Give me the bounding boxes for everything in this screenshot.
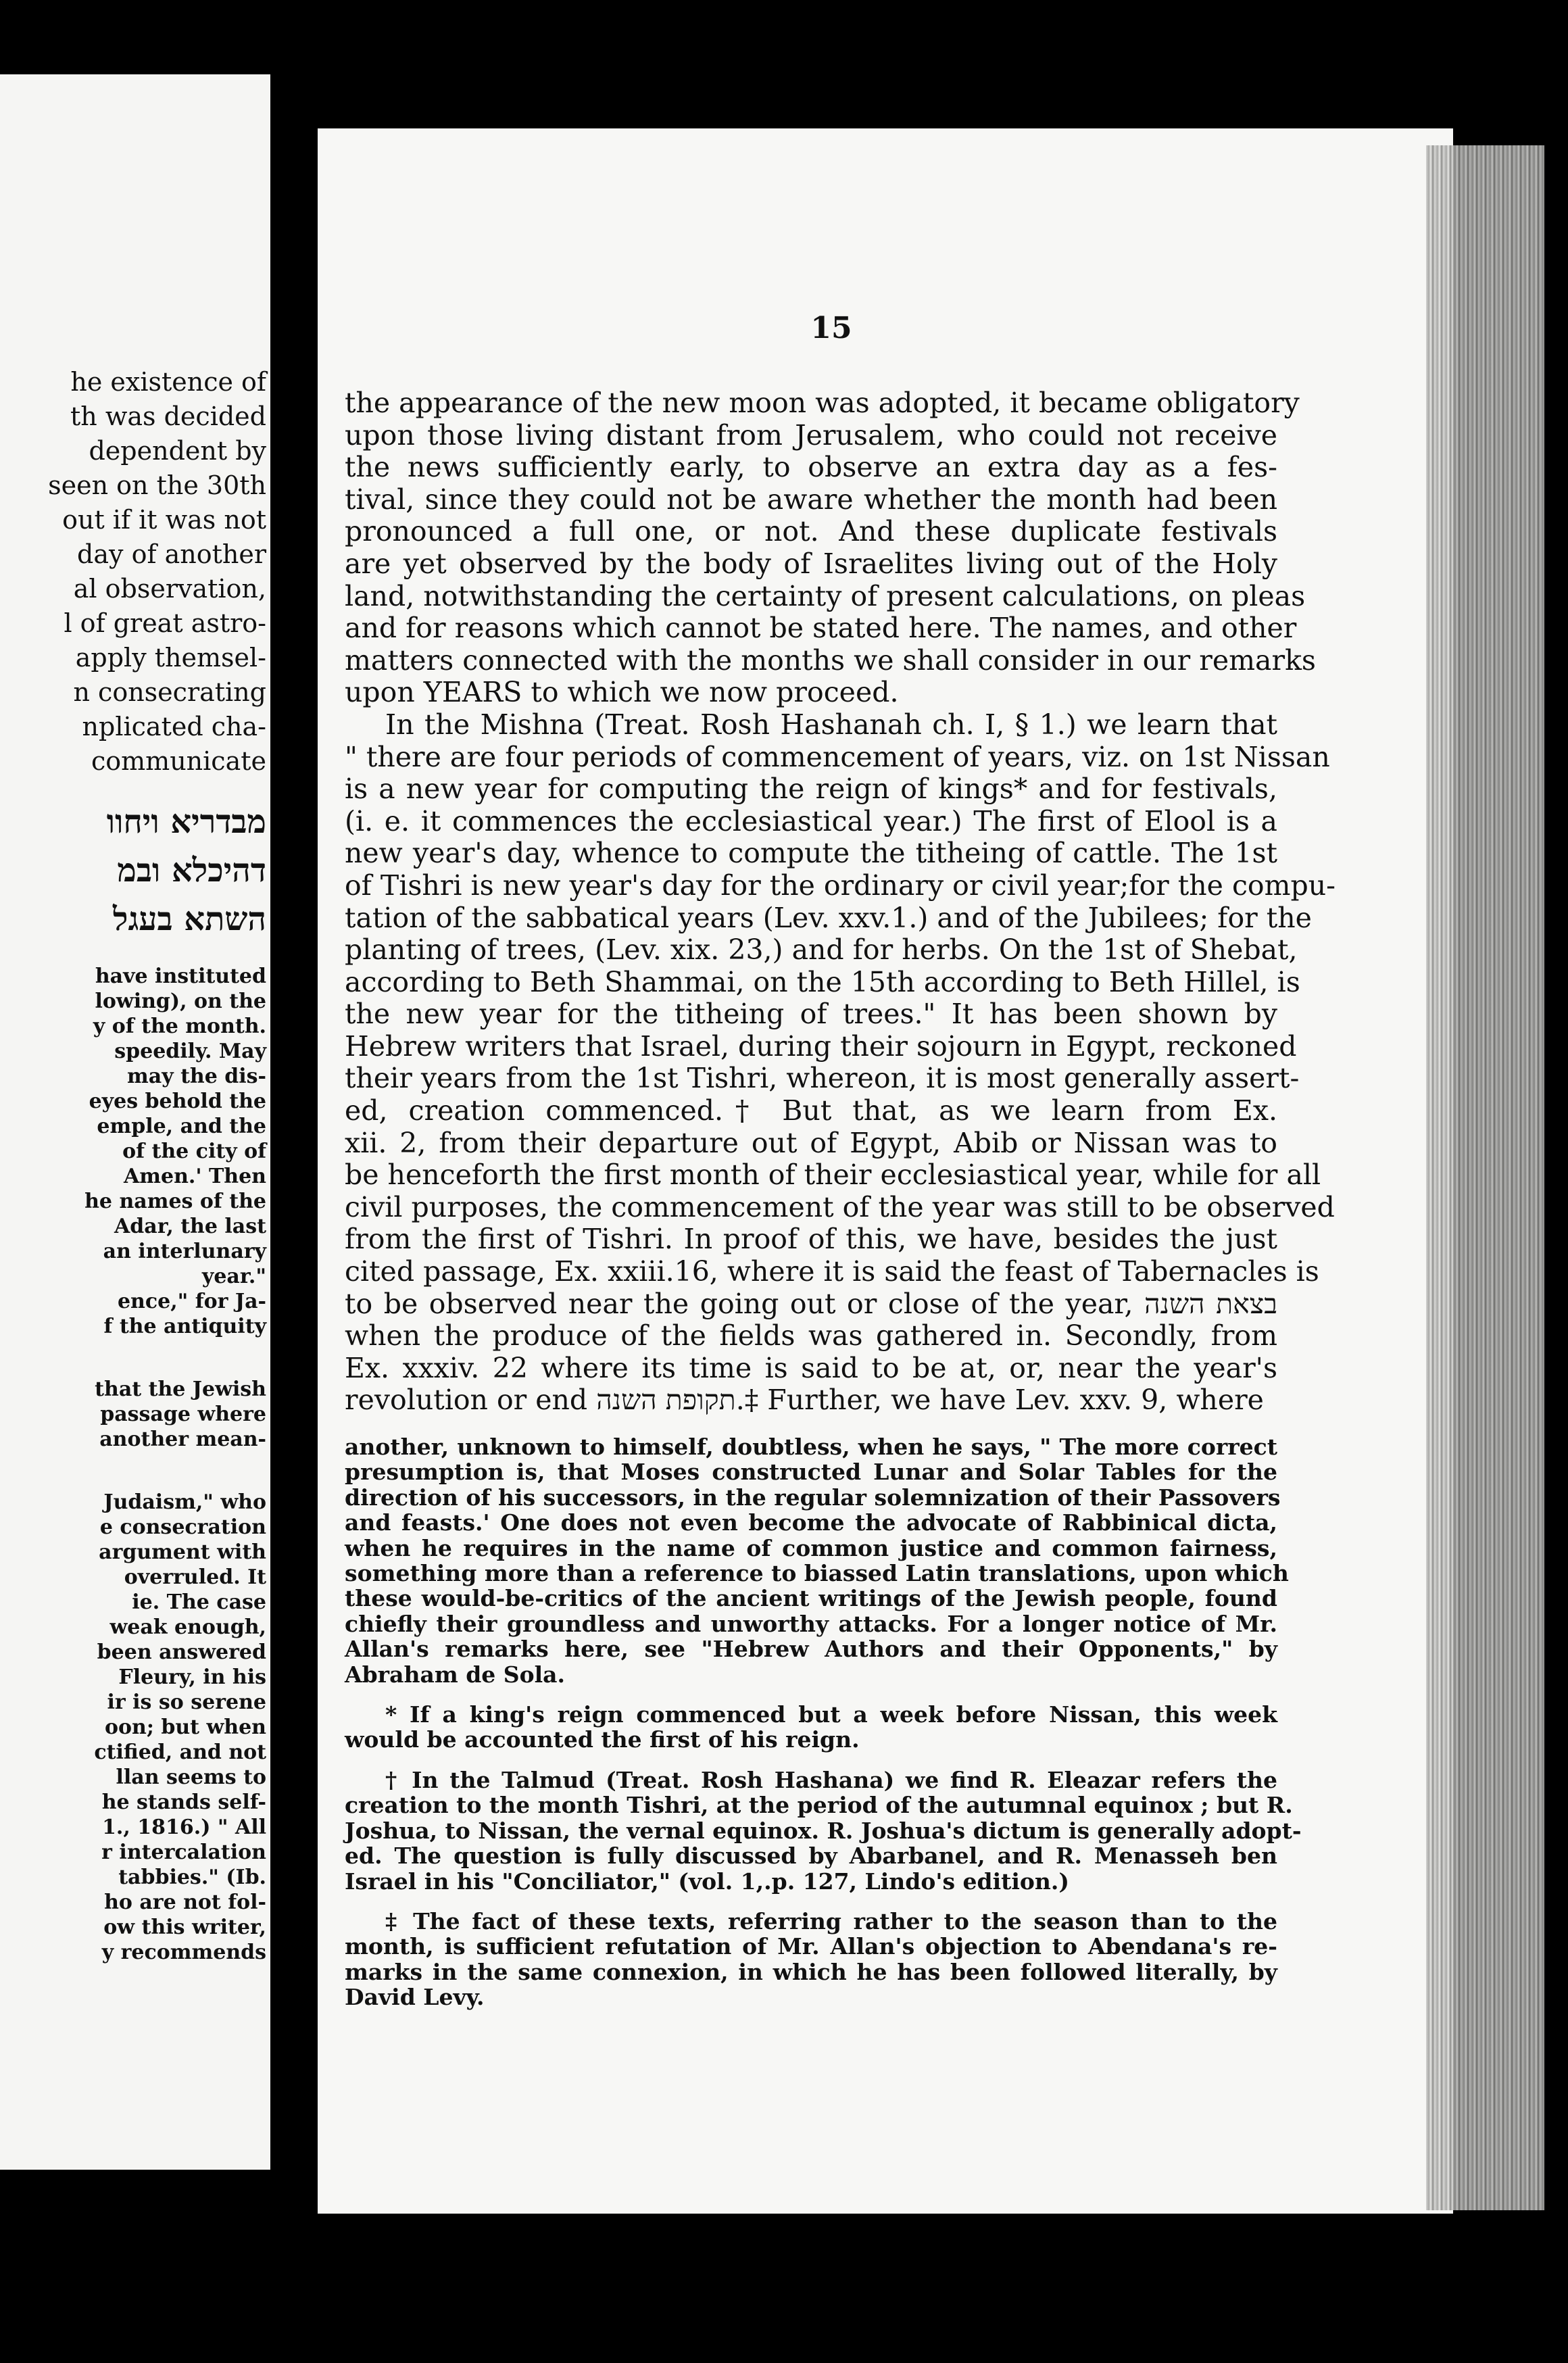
footnote-line: these would-be-critics of the ancient writings of the Jewish people, found <box>345 1585 1277 1612</box>
left-hebrew-text <box>0 798 266 944</box>
left-note-line: lowing), on the <box>95 990 266 1013</box>
left-hebrew-line: השתא בעגל <box>113 900 266 938</box>
book-gutter <box>270 0 324 2363</box>
left-text-line: nplicated cha- <box>82 712 266 741</box>
left-note-line: ow this writer, <box>103 1916 266 1939</box>
left-text-line: seen on the 30th <box>48 470 266 500</box>
body-line: upon those living distant from Jerusalem, who could not receive <box>345 418 1277 452</box>
right-page-text <box>345 311 1336 2011</box>
body-line: tival, since they could not be aware whether the month had been <box>345 483 1277 516</box>
footnote-line: something more than a reference to biassed Latin translations, upon which <box>345 1560 1289 1587</box>
left-note-line: Fleury, in his <box>118 1665 266 1689</box>
left-text-line: out if it was not <box>62 505 266 535</box>
left-text-line: apply themsel- <box>75 643 266 673</box>
footnote-line: Allan's remarks here, see "Hebrew Authors and their Opponents," by <box>345 1636 1277 1663</box>
left-note-line: ir is so serene <box>107 1690 266 1714</box>
left-note-line: been answered <box>97 1640 266 1664</box>
left-note-line: overruled. It <box>124 1565 266 1589</box>
left-note-line: ie. The case <box>132 1590 266 1614</box>
left-text-line: dependent by <box>89 436 266 466</box>
body-line: civil purposes, the commencement of the year was still to be observed <box>345 1190 1335 1223</box>
left-note-line: f the antiquity <box>103 1315 266 1338</box>
left-note-line: have instituted <box>95 965 266 988</box>
left-note-line: emple, and the <box>97 1115 266 1138</box>
body-line: is a new year for computing the reign of kings* and for festivals, <box>345 773 1277 806</box>
left-note-line: ctified, and not <box>94 1740 266 1764</box>
body-line: (i. e. it commences the ecclesiastical year.) The first of Elool is a <box>345 804 1277 837</box>
left-text-line: th was decided <box>70 401 266 431</box>
footnote-line: Joshua, to Nissan, the vernal equinox. R. Joshua's dictum is generally adopt- <box>345 1817 1302 1844</box>
left-note-line: tabbies." (Ib. <box>118 1866 266 1889</box>
left-note-line: r intercalation <box>101 1841 266 1864</box>
footnote-line: and feasts.' One does not even become the advocate of Rabbinical dicta, <box>345 1509 1277 1536</box>
left-note-line: argument with <box>99 1540 266 1564</box>
body-line: Ex. xxxiv. 22 where its time is said to be at, or, near the year's <box>345 1351 1277 1384</box>
left-text-line: n consecrating <box>73 677 266 707</box>
left-note-line: may the dis- <box>127 1065 266 1088</box>
left-note-line: ho are not fol- <box>104 1891 266 1914</box>
left-notes-block-2 <box>0 1377 266 1452</box>
footnote-dagger <box>345 1766 1302 1895</box>
left-note-line: ence," for Ja- <box>117 1290 266 1313</box>
left-note-line: oon; but when <box>105 1715 266 1739</box>
left-notes-block-1 <box>0 964 266 1339</box>
footnote-line: presumption is, that Moses constructed Lunar and Solar Tables for the <box>345 1459 1277 1486</box>
left-main-text <box>0 365 266 779</box>
left-note-line: another mean- <box>99 1428 266 1451</box>
footnote-line: creation to the month Tishri, at the period of the autumnal equinox ; but R. <box>345 1792 1293 1819</box>
body-line: and for reasons which cannot be stated here. The names, and other <box>345 612 1297 645</box>
footnote-line: ed. The question is fully discussed by Abarbanel, and R. Menasseh ben <box>345 1843 1277 1870</box>
footnote-line: Abraham de Sola. <box>345 1661 566 1688</box>
body-line: upon YEARS to which we now proceed. <box>345 676 899 709</box>
body-line: revolution or end תקופת השנה.‡ Further, we have Lev. xxv. 9, where <box>345 1384 1264 1417</box>
body-line: the new year for the titheing of trees." It has been shown by <box>345 998 1277 1031</box>
body-line: ed, creation commenced.† But that, as we learn from Ex. <box>345 1094 1277 1127</box>
body-line: of Tishri is new year's day for the ordinary or civil year;for the compu- <box>345 869 1336 902</box>
footnote-line: direction of his successors, in the regular solemnization of their Passovers <box>345 1484 1281 1511</box>
left-note-line: eyes behold the <box>89 1090 266 1113</box>
left-note-line: an interlunary <box>103 1240 266 1263</box>
footnote-line: marks in the same connexion, in which he has been followed literally, by <box>345 1958 1277 1985</box>
left-notes-block-3 <box>0 1490 266 1965</box>
body-line: matters connected with the months we shall consider in our remarks <box>345 643 1316 677</box>
footnote-line: David Levy. <box>345 1984 485 2011</box>
left-text-line: communicate <box>91 746 266 776</box>
footnote-line: month, is sufficient refutation of Mr. Allan's objection to Abendana's re- <box>345 1933 1277 1960</box>
left-hebrew-line: מבדריא ויחוו <box>106 803 266 841</box>
page-edges <box>1426 145 1544 2210</box>
page-number: 15 <box>810 311 852 345</box>
left-note-line: Judaism," who <box>103 1490 266 1514</box>
left-note-line: passage where <box>100 1403 266 1426</box>
footnote-star <box>345 1702 1277 1753</box>
left-note-line: year." <box>201 1265 266 1288</box>
body-line: be henceforth the first month of their ecclesiastical year, while for all <box>345 1159 1321 1192</box>
body-line: when the produce of the fields was gathered in. Secondly, from <box>345 1319 1277 1353</box>
body-line: In the Mishna (Treat. Rosh Hashanah ch. I, § 1.) we learn that <box>385 708 1277 741</box>
body-line: pronounced a full one, or not. And these duplicate festivals <box>345 515 1277 548</box>
footnote-line: Israel in his "Conciliator," (vol. 1,.p. 127, Lindo's edition.) <box>345 1868 1070 1895</box>
body-line: are yet observed by the body of Israelites living out of the Holy <box>345 547 1277 580</box>
footnote-line: when he requires in the name of common justice and common fairness, <box>345 1534 1277 1561</box>
footnote-line: would be accounted the first of his reign. <box>345 1726 860 1753</box>
body-line: according to Beth Shammai, on the 15th according to Beth Hillel, is <box>345 965 1300 998</box>
body-line: land, notwithstanding the certainty of present calculations, on pleas <box>345 579 1306 612</box>
body-line: Hebrew writers that Israel, during their sojourn in Egypt, reckoned <box>345 1029 1297 1063</box>
left-note-line: y recommends <box>101 1941 266 1964</box>
left-note-line: Amen.' Then <box>123 1165 266 1188</box>
footnote-double-dagger <box>345 1909 1277 2010</box>
left-note-line: of the city of <box>122 1140 266 1163</box>
body-line: from the first of Tishri. In proof of this, we have, besides the just <box>345 1223 1277 1256</box>
body-text <box>345 387 1336 1417</box>
left-page <box>0 74 270 2170</box>
footnote-line: ‡ The fact of these texts, referring rather to the season than to the <box>385 1907 1277 1934</box>
body-line: tation of the sabbatical years (Lev. xxv.1.) and of the Jubilees; for the <box>345 901 1312 934</box>
left-note-line: e consecration <box>99 1515 266 1539</box>
left-note-line: weak enough, <box>109 1615 266 1639</box>
left-note-line: llan seems to <box>116 1765 266 1789</box>
footnote-line: † In the Talmud (Treat. Rosh Hashana) we find R. Eleazar refers the <box>385 1766 1277 1793</box>
left-note-line: he stands self- <box>101 1790 266 1814</box>
left-text-line: al observation, <box>73 574 266 604</box>
left-note-line: Adar, the last <box>114 1215 266 1238</box>
body-line: to be observed near the going out or close of the year, בצאת השנה <box>345 1287 1277 1320</box>
body-line: new year's day, whence to compute the titheing of cattle. The 1st <box>345 837 1277 870</box>
left-note-line: 1., 1816.) " All <box>102 1816 266 1839</box>
left-text-line: he existence of <box>70 367 266 397</box>
body-line: the news sufficiently early, to observe an extra day as a fes- <box>345 451 1277 484</box>
left-text-line: day of another <box>77 539 266 569</box>
left-note-line: he names of the <box>84 1190 266 1213</box>
footnote-continuation <box>345 1434 1289 1688</box>
left-note-line: speedily. May <box>114 1040 266 1063</box>
footnote-line: * If a king's reign commenced but a week before Nissan, this week <box>385 1701 1277 1728</box>
body-line: planting of trees, (Lev. xix. 23,) and for herbs. On the 1st of Shebat, <box>345 933 1298 967</box>
body-line: " there are four periods of commencement of years, viz. on 1st Nissan <box>345 740 1330 773</box>
left-hebrew-line: דהיכלא ובמ <box>117 852 266 890</box>
body-line: xii. 2, from their departure out of Egypt, Abib or Nissan was to <box>345 1126 1277 1159</box>
body-line: cited passage, Ex. xxiii.16, where it is said the feast of Tabernacles is <box>345 1255 1319 1288</box>
left-text-line: l of great astro- <box>64 608 266 638</box>
body-line: their years from the 1st Tishri, whereon, it is most generally assert- <box>345 1062 1300 1095</box>
left-note-line: y of the month. <box>93 1015 266 1038</box>
footnote-line: chiefly their groundless and unworthy attacks. For a longer notice of Mr. <box>345 1610 1277 1637</box>
left-page-text <box>0 365 266 1965</box>
left-note-line: that the Jewish <box>95 1378 266 1401</box>
footnote-line: another, unknown to himself, doubtless, when he says, " The more correct <box>345 1434 1277 1460</box>
body-line: the appearance of the new moon was adopted, it became obligatory <box>345 387 1300 419</box>
